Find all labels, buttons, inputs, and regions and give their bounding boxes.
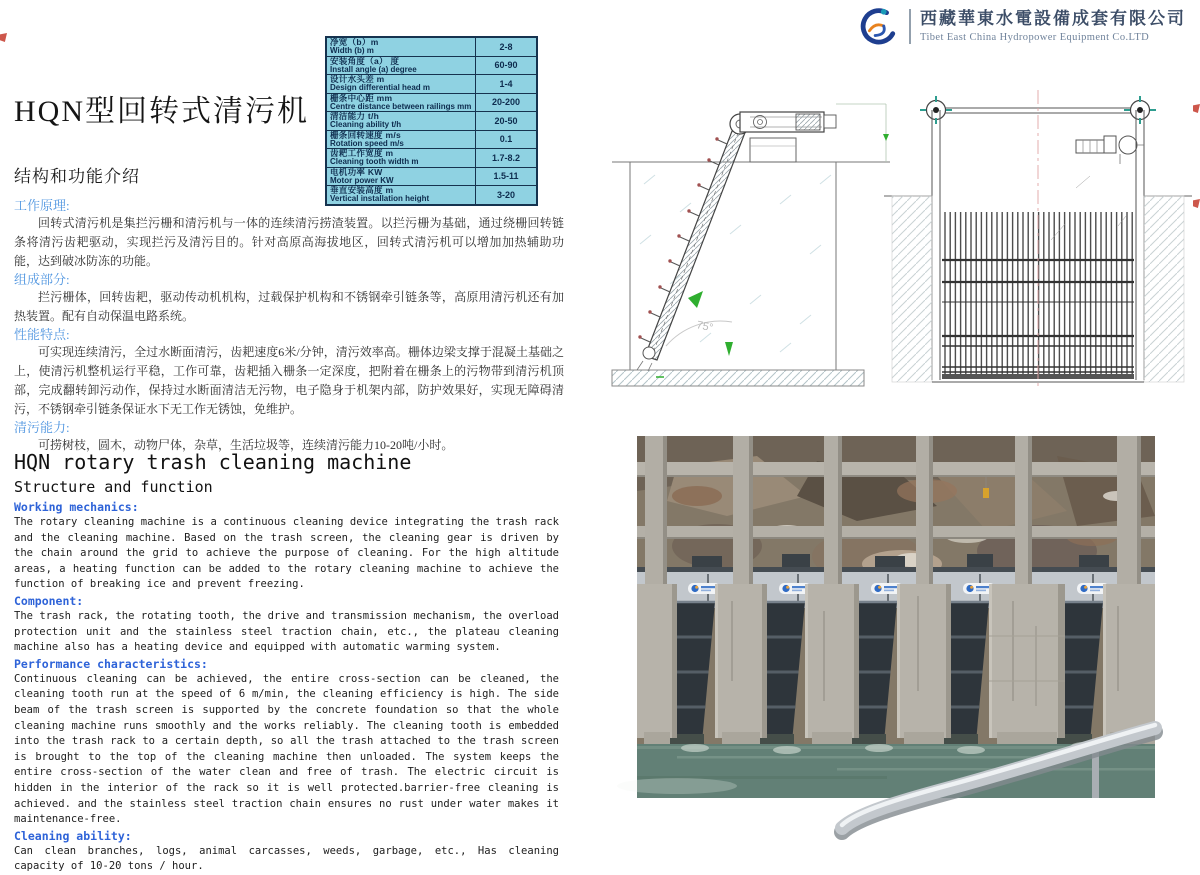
logo-text xyxy=(920,9,1186,44)
spec-value: 0.1 xyxy=(476,130,538,149)
en-heading-cleaning-ability: Cleaning ability: xyxy=(14,828,132,843)
cn-heading-working-principle: 工作原理: xyxy=(14,198,70,213)
side-view-drawing xyxy=(600,84,892,396)
en-heading-working-mechanics: Working mechanics: xyxy=(14,500,139,514)
spec-label-en: Motor power KW xyxy=(330,175,394,185)
en-heading-performance: Performance characteristics: xyxy=(14,656,208,671)
spec-label-en: Rotation speed m/s xyxy=(330,138,404,148)
edge-artifact-mark xyxy=(0,33,7,42)
spec-label-cn: 齿耙工作宽度 m xyxy=(330,148,394,158)
english-text-block xyxy=(14,450,559,875)
motor xyxy=(1076,136,1144,188)
drive-unit xyxy=(796,114,820,130)
spec-row xyxy=(326,75,537,94)
spec-label-en: Centre distance between railings mm xyxy=(330,101,472,111)
company-logo xyxy=(856,6,1186,46)
page-title-cn: HQN型回转式清污机 xyxy=(14,95,309,128)
en-paragraph-working-mechanics: The rotary cleaning machine is a continuous cleaning device integrating the trash rack and the cleaning machine. Based on the trash screen, the cleaning gear is driven by the chain around the grid to achieve the purpose of cleaning. For the high altitude areas, a heating function can be added to the rotary cleaning machine to achieve the function of breaking ice and prevent freezing. xyxy=(14,516,559,591)
section-title-cn: 结构和功能介绍 xyxy=(14,167,140,186)
spec-label-cn: 电机功率 KW xyxy=(330,166,383,177)
spec-label-en: Install angle (a) degree xyxy=(330,64,417,74)
spec-label-cn: 栅条回转速度 m/s xyxy=(330,129,402,140)
cn-heading-components: 组成部分: xyxy=(14,272,70,287)
spec-label-en: Design differential head m xyxy=(330,83,431,92)
en-paragraph-component: The trash rack, the rotating tooth, the drive and transmission mechanism, the overload protection unit and the stainless steel traction chain, etc., the plateau cleaning machine also has a heating device and equipped with automatic warming system. xyxy=(14,609,559,654)
chinese-text-block xyxy=(14,92,564,456)
spec-value: 2-8 xyxy=(476,37,538,56)
cn-paragraph-components: 拦污栅体，回转齿耙，驱动传动机机构，过载保护机构和不锈钢牵引链条等，高原用清污机还有加热装置。配有自动保温电路系统。 xyxy=(14,290,564,323)
company-name-en: Tibet East China Hydropower Equipment Co.LTD xyxy=(920,31,1150,43)
spec-label-cn: 清洁能力 t/h xyxy=(330,111,380,121)
spec-label-cn: 净宽（b）m xyxy=(330,37,379,47)
spec-value: 1-4 xyxy=(476,75,538,94)
cn-paragraph-performance: 可实现连续清污，全过水断面清污，齿耙速度6米/分钟，清污效率高。栅体边梁支撑于混凝土基础之上，使清污机整机运行平稳，工作可靠，齿耙插入栅条一定深度，把附着在栅条上的污物带到清污机顶部，完成翻转卸污动作，保持过水断面清洁无污物，电子隐身于机架内部，防护效果好，实现无障碍清污，不锈钢牵引链条保证水下无工作无锈蚀，免维护。 xyxy=(14,345,564,416)
spec-value: 3-20 xyxy=(476,186,538,205)
spec-label-cn: 栅条中心距 mm xyxy=(330,92,393,103)
spec-label-cn: 垂直安装高度 m xyxy=(330,185,394,195)
angle-marker xyxy=(688,291,703,308)
spec-value: 20-200 xyxy=(476,93,538,112)
cn-heading-performance: 性能特点: xyxy=(14,327,70,342)
spec-value: 1.5-11 xyxy=(476,167,538,186)
spec-label-en: Vertical installation height xyxy=(330,194,430,203)
front-view-drawing xyxy=(880,84,1196,396)
cn-paragraph-working-principle: 回转式清污机是集拦污栅和清污机与一体的连续清污捞渣装置。以拦污栅为基础，通过绕栅回转链条将清污齿耙驱动，实现拦污及清污目的。针对高原高海拔地区，回转式清污机可以增加加热辅助功能，达到破冰防冻的功能。 xyxy=(14,216,564,268)
cn-paragraph-cleaning-ability: 可捞树枝，圆木，动物尸体，杂草，生活垃圾等，连续清污能力10-20吨/小时。 xyxy=(38,438,454,452)
cn-heading-cleaning-ability: 清污能力: xyxy=(14,420,70,435)
spec-row xyxy=(326,56,537,75)
logo-divider xyxy=(909,9,911,44)
page-title-en: HQN rotary trash cleaning machine xyxy=(14,450,412,474)
section-title-en: Structure and function xyxy=(14,478,213,496)
spec-value: 1.7-8.2 xyxy=(476,149,538,168)
spec-value: 20-50 xyxy=(476,112,538,131)
angle-label: 75° xyxy=(695,319,715,335)
crane-hook xyxy=(983,488,989,498)
company-logo-icon xyxy=(856,6,900,46)
spec-label-en: Cleaning ability t/h xyxy=(330,120,402,129)
inclined-rack xyxy=(645,126,746,360)
en-paragraph-performance: Continuous cleaning can be achieved, the entire cross-section can be cleaned, the cleaning tooth run at the speed of 6 m/min, the cleaning efficiency is high. The side beam of the trash screen is supported by the concrete foundation so that the whole cleaning machine runs smoothly and the works reliably. The cleaning tooth is embedded into the trash rack to a certain depth, so all the trash attached to the trash screen is brought to the top of the cleaning machine then unloaded. The system keeps the entire cross-section of the water clean and free of trash. The electric circuit is hidden in the interior of the rack so it is well protected.barrier-free cleaning is achieved. and the stainless steel traction chain ensures no rust under water makes it maintenance-free. xyxy=(14,672,559,826)
spec-label-en: Width (b) m xyxy=(330,46,374,55)
concrete-wall-right xyxy=(1144,196,1184,382)
installation-photo xyxy=(637,436,1155,798)
support-pedestal xyxy=(750,138,796,162)
spec-label-cn: 设计水头差 m xyxy=(330,74,385,84)
rake-teeth xyxy=(638,137,727,342)
spec-label-en: Cleaning tooth width m xyxy=(330,157,419,166)
spec-label-cn: 安装角度（a） 度 xyxy=(330,55,400,66)
en-paragraph-cleaning-ability: Can clean branches, logs, animal carcasses, weeds, garbage, etc., Has cleaning capacity of 10-20 tons / hour. xyxy=(14,844,559,873)
company-name-cn: 西藏華東水電設備成套有限公司 xyxy=(920,8,1186,28)
concrete-wall-left xyxy=(892,196,932,382)
en-heading-component: Component: xyxy=(14,593,84,608)
spec-value: 60-90 xyxy=(476,56,538,75)
spec-row xyxy=(326,37,537,56)
angle-arrow xyxy=(725,342,733,356)
